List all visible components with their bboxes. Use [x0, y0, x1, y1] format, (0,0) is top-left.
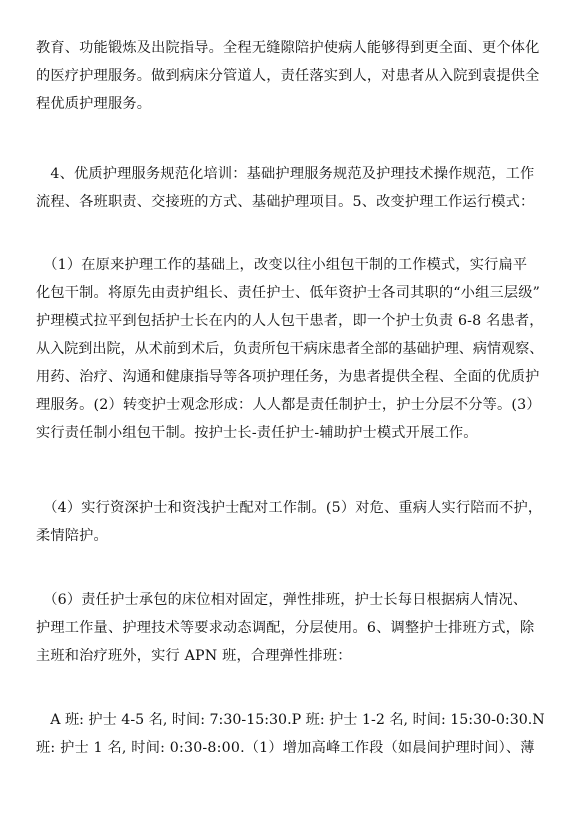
text-line: 柔情陪护。: [36, 528, 108, 544]
text-line: 主班和治疗班外，实行 APN 班，合理弹性排班：: [36, 648, 352, 664]
text-line: 化包干制。将原先由责护组长、责任护士、低年资护士各司其职的“小组三层级”: [36, 285, 541, 301]
text-line: （4）实行资深护士和资浅护士配对工作制。(5）对危、重病人实行陪而不护，: [36, 500, 543, 516]
text-line: A 班: 护士 4-5 名, 时间: 7:30-15:30.P 班: 护士 1-2 名, 时间: 15:30-0:30.N: [36, 712, 545, 728]
text-line: 班: 护士 1 名, 时间: 0:30-8:00.（1）增加高峰工作段（如晨间护理时间）、薄: [36, 740, 535, 756]
text-line: 护理模式拉平到包括护士长在内的人人包干患者，即一个护士负责 6-8 名患者，: [36, 313, 544, 329]
text-line: 实行责任制小组包干制。按护士长-责任护士-辅助护士模式开展工作。: [36, 425, 478, 441]
paragraph-2: [36, 160, 546, 216]
text-line: 4、优质护理服务规范化培训：基础护理服务规范及护理技术操作规范，工作: [36, 166, 535, 182]
text-line: 流程、各班职责、交接班的方式、基础护理项目。5、改变护理工作运行模式：: [36, 194, 535, 210]
paragraph-1: [36, 34, 546, 118]
paragraph-5: [36, 586, 546, 670]
paragraph-4: [36, 494, 546, 550]
text-line: 从入院到出院，从术前到术后，负责所包干病床患者全部的基础护理、病情观察、: [36, 341, 544, 357]
text-line: 用药、治疗、沟通和健康指导等各项护理任务，为患者提供全程、全面的优质护: [36, 369, 540, 385]
text-line: 教育、功能锻炼及出院指导。全程无缝隙陪护使病人能够得到更全面、更个体化: [36, 40, 540, 56]
text-line: 程优质护理服务。: [36, 96, 152, 112]
paragraph-6: [36, 706, 546, 762]
paragraph-3: [36, 251, 546, 447]
text-line: 理服务。(2）转变护士观念形成：人人都是责任制护士，护士分层不分等。(3）: [36, 397, 541, 413]
text-line: 护理工作量、护理技术等要求动态调配，分层使用。6、调整护士排班方式，除: [36, 620, 535, 636]
text-line: 的医疗护理服务。做到病床分管道人，责任落实到人，对患者从入院到袁提供全: [36, 68, 540, 84]
text-line: （6）责任护士承包的床位相对固定，弹性排班，护士长每日根据病人情况、: [36, 592, 528, 608]
text-line: （1）在原来护理工作的基础上，改变以往小组包干制的工作模式，实行扁平: [36, 257, 528, 273]
